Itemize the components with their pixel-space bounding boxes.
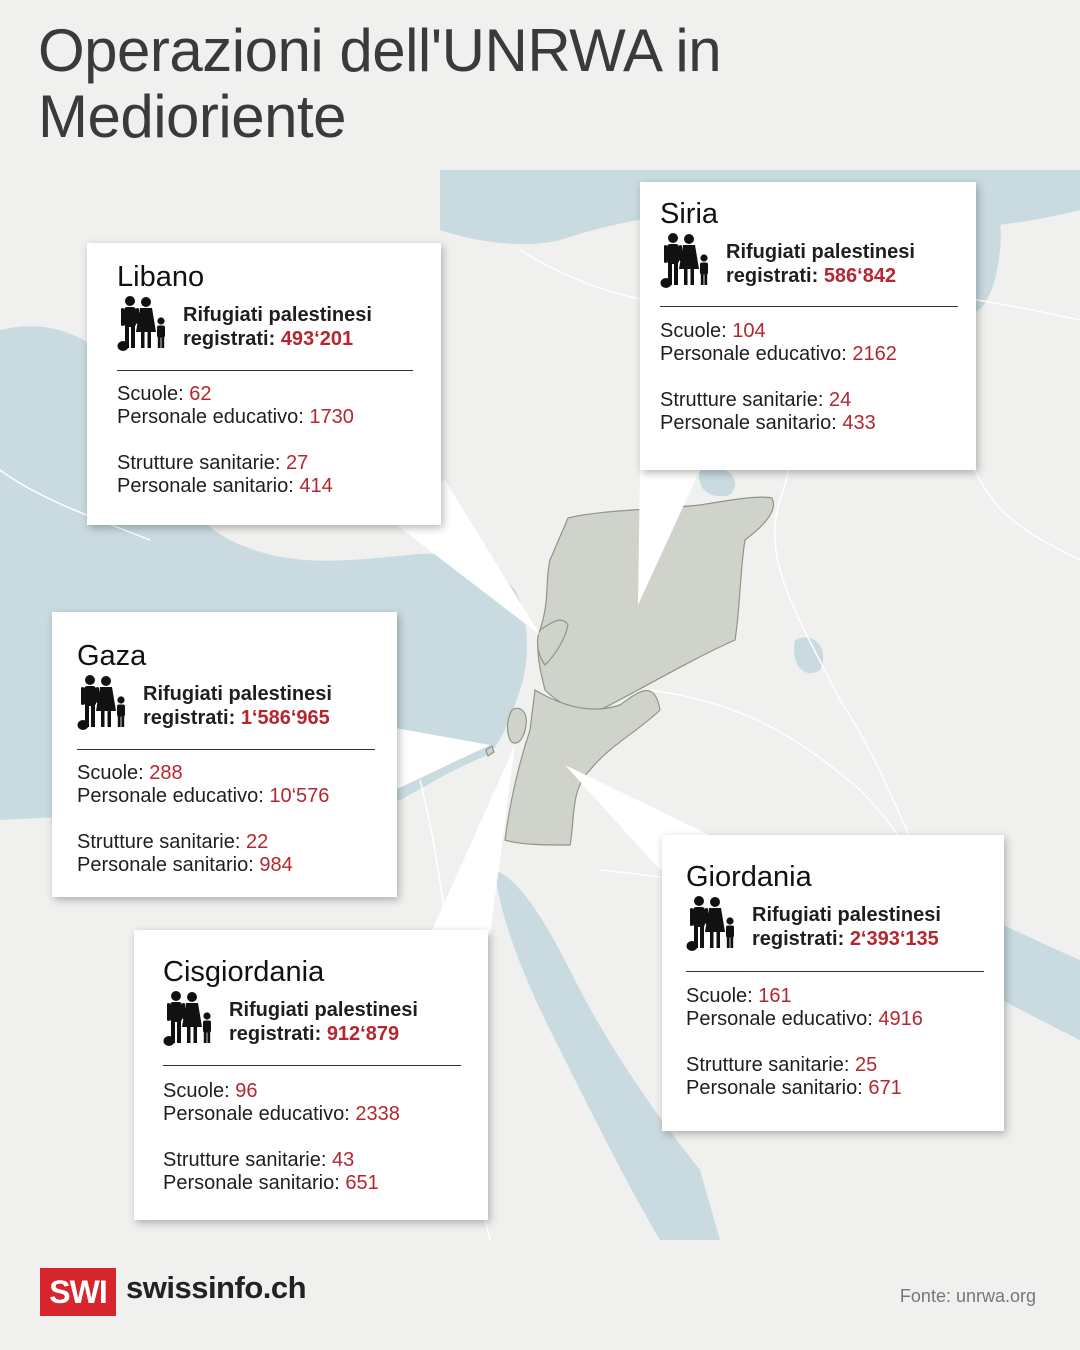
country-name: Giordania bbox=[686, 861, 812, 893]
divider bbox=[117, 370, 413, 371]
schools-row: Scuole: 161 bbox=[686, 985, 792, 1007]
family-icon bbox=[686, 895, 744, 958]
edu-staff-row: Personale educativo: 2338 bbox=[163, 1103, 400, 1125]
source-note: Fonte: unrwa.org bbox=[899, 1286, 1036, 1306]
refugees-block bbox=[660, 232, 915, 295]
edu-staff-row: Personale educativo: 1730 bbox=[117, 406, 354, 428]
health-facilities-row: Strutture sanitarie: 43 bbox=[163, 1149, 355, 1171]
health-facilities-row: Strutture sanitarie: 25 bbox=[686, 1054, 878, 1076]
schools-row: Scuole: 288 bbox=[77, 762, 183, 784]
edu-staff-row: Personale educativo: 10‘576 bbox=[77, 785, 330, 807]
divider bbox=[163, 1065, 461, 1066]
schools-row: Scuole: 96 bbox=[163, 1080, 258, 1102]
refugees-block bbox=[686, 895, 941, 958]
refugees-value: 1‘586‘965 bbox=[240, 706, 330, 729]
refugees-block bbox=[117, 295, 372, 358]
country-name: Libano bbox=[117, 261, 205, 293]
refugees-label: Rifugiati palestinesi registrati: 1‘586‘965 bbox=[143, 682, 332, 729]
health-staff-row: Personale sanitario: 671 bbox=[686, 1077, 902, 1099]
card-giordania bbox=[662, 835, 1004, 1131]
country-name: Cisgiordania bbox=[163, 956, 325, 988]
health-facilities-row: Strutture sanitarie: 24 bbox=[660, 389, 852, 411]
divider bbox=[77, 749, 375, 750]
refugees-label: Rifugiati palestinesi registrati: 912‘879 bbox=[229, 998, 418, 1045]
country-name: Siria bbox=[660, 198, 719, 230]
stats bbox=[117, 383, 354, 498]
card-gaza bbox=[52, 612, 397, 897]
refugees-label: Rifugiati palestinesi registrati: 2‘393‘135 bbox=[752, 903, 941, 950]
family-icon bbox=[163, 990, 221, 1053]
family-icon bbox=[660, 232, 718, 295]
health-facilities-row: Strutture sanitarie: 22 bbox=[77, 831, 269, 853]
edu-staff-row: Personale educativo: 4916 bbox=[686, 1008, 923, 1030]
refugees-block bbox=[77, 674, 332, 737]
edu-staff-row: Personale educativo: 2162 bbox=[660, 343, 897, 365]
divider bbox=[686, 971, 984, 972]
health-staff-row: Personale sanitario: 651 bbox=[163, 1172, 379, 1194]
family-icon bbox=[77, 674, 135, 737]
stats bbox=[660, 320, 897, 435]
health-staff-row: Personale sanitario: 433 bbox=[660, 412, 876, 434]
family-icon bbox=[117, 295, 175, 358]
page-title: Operazioni dell'UNRWA in Medioriente bbox=[38, 17, 722, 150]
schools-row: Scuole: 104 bbox=[660, 320, 766, 342]
stats bbox=[686, 985, 923, 1100]
refugees-label: Rifugiati palestinesi registrati: 493‘201 bbox=[183, 303, 372, 350]
card-libano bbox=[87, 243, 441, 525]
divider bbox=[660, 306, 958, 307]
swissinfo-logo-text[interactable]: swissinfo.ch bbox=[126, 1270, 307, 1305]
health-staff-row: Personale sanitario: 414 bbox=[117, 475, 333, 497]
schools-row: Scuole: 62 bbox=[117, 383, 212, 405]
swi-logo[interactable]: SWI bbox=[40, 1268, 116, 1316]
refugees-block bbox=[163, 990, 418, 1053]
footer bbox=[0, 1240, 1080, 1350]
stats bbox=[77, 762, 329, 877]
refugees-value: 2‘393‘135 bbox=[849, 927, 939, 950]
refugees-value: 586‘842 bbox=[823, 264, 897, 287]
refugees-value: 493‘201 bbox=[280, 327, 354, 350]
card-cisgiordania bbox=[134, 930, 488, 1220]
country-name: Gaza bbox=[77, 640, 147, 672]
refugees-value: 912‘879 bbox=[326, 1022, 400, 1045]
health-staff-row: Personale sanitario: 984 bbox=[77, 854, 293, 876]
refugees-label: Rifugiati palestinesi registrati: 586‘842 bbox=[726, 240, 915, 287]
stats bbox=[163, 1080, 400, 1195]
card-siria bbox=[640, 182, 976, 470]
health-facilities-row: Strutture sanitarie: 27 bbox=[117, 452, 309, 474]
